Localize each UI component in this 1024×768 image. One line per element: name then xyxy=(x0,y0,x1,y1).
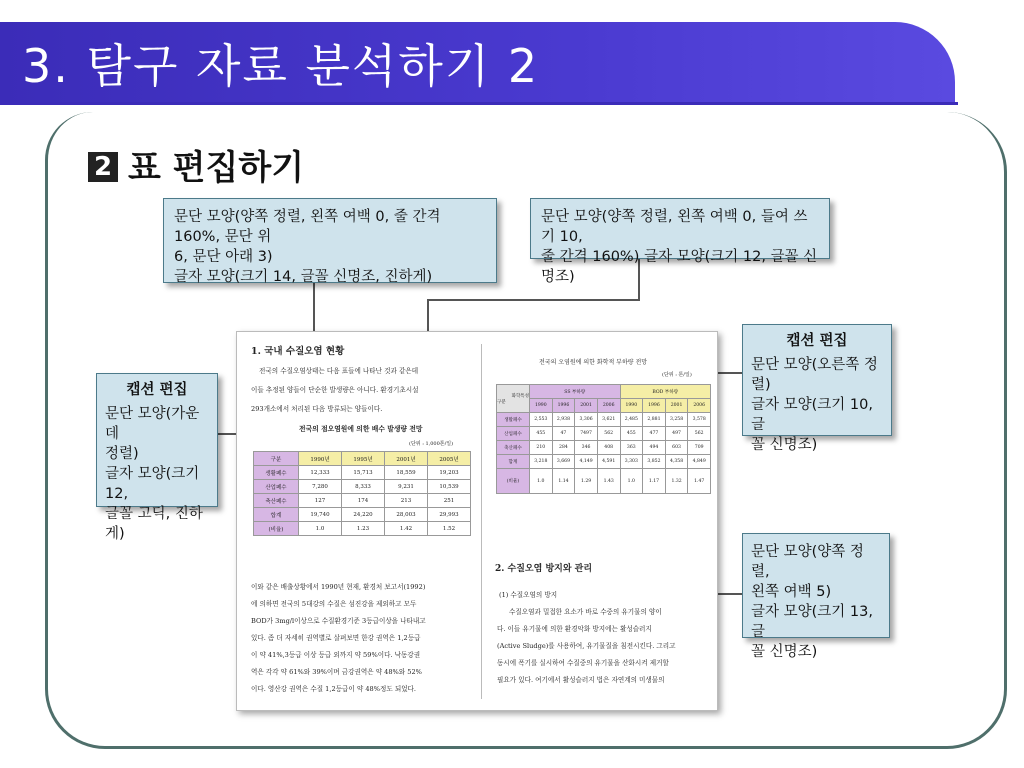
doc-text-line: 필요가 있다. 여기에서 활성슬러지 법은 자연계의 미생물의 xyxy=(497,676,665,684)
doc-unit-2: (단위 : 톤/일) xyxy=(662,372,692,378)
table-cell: 4,849 xyxy=(688,455,711,469)
table-cell: 1.32 xyxy=(665,469,688,494)
callout-line: 글자 모양(크기 10, 글 xyxy=(751,397,873,433)
table-cell: 1.0 xyxy=(299,522,342,536)
callout-line: 문단 모양(가운데 xyxy=(105,406,200,442)
table-cell: 3,852 xyxy=(643,455,666,469)
table-cell: 1.0 xyxy=(620,469,643,494)
table-header-cell: 1995년 xyxy=(342,452,385,466)
table-cell: 합계 xyxy=(497,455,530,469)
table-cell: 562 xyxy=(688,427,711,441)
slide-title: 3. 탐구 자료 분석하기 2 xyxy=(22,39,540,93)
table-cell: 산업폐수 xyxy=(497,427,530,441)
table-cell: 477 xyxy=(643,427,666,441)
doc-text-line: 동시에 폭기를 실시하여 수질중의 유기물을 산화시켜 제거할 xyxy=(497,659,669,667)
table-header-cell: 2006 xyxy=(597,399,620,413)
table-cell: 28,003 xyxy=(385,508,428,522)
table-cell: 709 xyxy=(688,441,711,455)
table-header-cell: 2001 xyxy=(665,399,688,413)
table-cell: 축산폐수 xyxy=(497,441,530,455)
doc-caption-2: 전국의 오염원에 의한 화학적 부하량 전망 xyxy=(539,359,648,366)
callout-body-format xyxy=(530,198,830,285)
table-cell: 3,578 xyxy=(688,413,711,427)
doc-unit-1: (단위 : 1,000톤/일) xyxy=(409,441,454,447)
table-cell: 408 xyxy=(597,441,620,455)
table-cell: 산업폐수 xyxy=(254,480,299,494)
callout-line: 글자 모양(크기 14, 글꼴 신명조, 진하게) xyxy=(174,269,433,285)
callout-line: 글꼴 고딕, 진하게) xyxy=(105,506,203,542)
doc-text-line: (Active Sludge)를 사용하여, 유기물질을 침전시킨다. 그리고 xyxy=(497,642,676,650)
doc-text-line: 이와 같은 배출상황에서 1990년 현재, 환경처 보고서(1992) xyxy=(251,583,426,591)
table-cell: 346 xyxy=(575,441,598,455)
callout-paragraph-format xyxy=(742,533,890,660)
doc-text-line: 이다. 영산강 권역은 수질 1,2등급이 약 48%정도 되었다. xyxy=(251,685,417,693)
section-title-text: 표 편집하기 xyxy=(128,148,305,188)
table-cell: 497 xyxy=(665,427,688,441)
table-cell: 3,621 xyxy=(597,413,620,427)
table-corner-cell xyxy=(497,385,530,413)
table-cell: 합계 xyxy=(254,508,299,522)
table-header-cell: 1990 xyxy=(620,399,643,413)
doc-table-1 xyxy=(253,451,471,536)
doc-text-line: 다. 이들 유기물에 의한 환경악화 방지에는 활성슬러지 xyxy=(497,625,652,633)
table-cell: 4,149 xyxy=(575,455,598,469)
table-cell: 562 xyxy=(597,427,620,441)
table-cell: 2,553 xyxy=(530,413,553,427)
doc-text-line: 수질오염과 밀접한 요소가 바로 수중의 유기물의 양이 xyxy=(509,608,662,616)
title-underline xyxy=(0,102,958,105)
table-cell: 29,993 xyxy=(428,508,471,522)
callout-line: 정렬) xyxy=(105,446,139,462)
table-row xyxy=(254,508,471,522)
table-cell: 3,669 xyxy=(552,455,575,469)
table-cell: 7,280 xyxy=(299,480,342,494)
table-group-header: BOD 부하량 xyxy=(620,385,711,399)
table-cell: 251 xyxy=(428,494,471,508)
callout-line: 꼴 신명조) xyxy=(751,437,818,453)
table-cell: 3,306 xyxy=(575,413,598,427)
table-cell: 12,333 xyxy=(299,466,342,480)
table-header-cell: 1996 xyxy=(552,399,575,413)
table-row xyxy=(254,522,471,536)
callout-line: 문단 모양(오른쪽 정렬) xyxy=(751,357,878,393)
callout-line: 줄 간격 160%) 글자 모양(크기 12, 글꼴 신명조) xyxy=(541,249,818,285)
table-cell: 18,559 xyxy=(385,466,428,480)
callout-caption-left xyxy=(96,373,218,542)
table-row xyxy=(497,469,711,494)
doc-text-line: 전국의 수질오염상태는 다음 표들에 나타난 것과 같은데 xyxy=(259,367,419,375)
doc-text-line: 293개소에서 처리된 다음 방류되는 양들이다. xyxy=(251,405,383,413)
table-cell: 3,258 xyxy=(665,413,688,427)
callout-line: 문단 모양(양쪽 정렬, 왼쪽 여백 0, 줄 간격 160%, 문단 위 xyxy=(174,209,441,245)
table-cell: 생활폐수 xyxy=(254,466,299,480)
callout-line: 왼쪽 여백 5) xyxy=(751,584,832,600)
table-cell: 363 xyxy=(620,441,643,455)
table-header-cell: 2001 xyxy=(575,399,598,413)
table-cell: 8,333 xyxy=(342,480,385,494)
callout-heading-format xyxy=(163,198,497,283)
table-row xyxy=(497,441,711,455)
table-row xyxy=(254,494,471,508)
table-header-cell: 1990 xyxy=(530,399,553,413)
table-cell: 494 xyxy=(643,441,666,455)
table-cell: (비율) xyxy=(254,522,299,536)
table-header-cell: 2006 xyxy=(688,399,711,413)
doc-text-line: 이 약 41%,3등급 이상 등급 외까지 약 59%이다. 낙동강권 xyxy=(251,651,421,659)
table-cell: 174 xyxy=(342,494,385,508)
table-cell: 455 xyxy=(530,427,553,441)
table-cell: 4,358 xyxy=(665,455,688,469)
table-header-cell: 구분 xyxy=(254,452,299,466)
callout-line: 글자 모양(크기 13, 글 xyxy=(751,604,873,640)
table-cell: 2,881 xyxy=(643,413,666,427)
table-group-header: SS 부하량 xyxy=(530,385,621,399)
doc-text-line: BOD가 3mg/l이상으로 수질환경기준 3등급이상을 나타내고 xyxy=(251,617,426,625)
table-cell: 축산폐수 xyxy=(254,494,299,508)
table-header-cell: 2005년 xyxy=(428,452,471,466)
table-header-cell: 1996 xyxy=(643,399,666,413)
table-corner-bottom: 구분 xyxy=(497,399,506,405)
doc-caption-1: 전국의 점오염원에 의한 배수 발생량 전망 xyxy=(299,425,423,433)
table-cell: 7497 xyxy=(575,427,598,441)
table-cell: 3,218 xyxy=(530,455,553,469)
table-corner-top: 화학특성 xyxy=(511,393,529,399)
doc-text-line: 이들 추정된 양들이 단순한 발생량은 아니다. 환경기초시설 xyxy=(251,386,419,394)
callout-line: 문단 모양(양쪽 정렬, xyxy=(751,544,864,580)
table-cell: 1.23 xyxy=(342,522,385,536)
table-cell: 19,203 xyxy=(428,466,471,480)
table-cell: 127 xyxy=(299,494,342,508)
callout-line: 글자 모양(크기 12, xyxy=(105,466,200,502)
table-row xyxy=(497,455,711,469)
table-cell: 455 xyxy=(620,427,643,441)
table-cell: 19,740 xyxy=(299,508,342,522)
doc-text-line: 역은 각각 약 61%와 39%이며 금강권역은 약 48%와 52% xyxy=(251,668,422,676)
table-cell: (비율) xyxy=(497,469,530,494)
table-cell: 210 xyxy=(530,441,553,455)
table-cell: 생활폐수 xyxy=(497,413,530,427)
table-cell: 9,231 xyxy=(385,480,428,494)
table-cell: 2,485 xyxy=(620,413,643,427)
table-row xyxy=(497,427,711,441)
table-cell: 10,539 xyxy=(428,480,471,494)
column-divider xyxy=(481,344,482,699)
section-number-badge: 2 xyxy=(88,152,118,182)
table-cell: 3,303 xyxy=(620,455,643,469)
callout-line: 6, 문단 아래 3) xyxy=(174,249,273,265)
doc-heading-2: 2. 수질오염 방지와 관리 xyxy=(495,564,593,574)
table-cell: 1.14 xyxy=(552,469,575,494)
table-cell: 24,220 xyxy=(342,508,385,522)
callout-line: 문단 모양(양쪽 정렬, 왼쪽 여백 0, 들여 쓰기 10, xyxy=(541,209,808,245)
callout-caption-right xyxy=(742,324,892,453)
callout-heading: 캡션 편집 xyxy=(126,382,188,398)
table-cell: 1.0 xyxy=(530,469,553,494)
table-cell: 1.17 xyxy=(643,469,666,494)
section-title xyxy=(88,140,304,189)
table-cell: 213 xyxy=(385,494,428,508)
table-cell: 15,713 xyxy=(342,466,385,480)
table-header-cell: 2001년 xyxy=(385,452,428,466)
table-cell: 1.42 xyxy=(385,522,428,536)
doc-table-2 xyxy=(496,384,711,494)
doc-text-line: 있다. 좀 더 자세히 권역별로 살펴보면 한강 권역은 1,2등급 xyxy=(251,634,421,642)
table-cell: 47 xyxy=(552,427,575,441)
table-cell: 603 xyxy=(665,441,688,455)
doc-text-line: 에 의하면 전국의 5대강의 수질은 섬진강을 제외하고 모두 xyxy=(251,600,417,608)
table-cell: 1.43 xyxy=(597,469,620,494)
table-cell: 4,591 xyxy=(597,455,620,469)
doc-heading-1: 1. 국내 수질오염 현황 xyxy=(251,346,345,357)
table-row xyxy=(254,480,471,494)
connector-line-2b xyxy=(427,299,640,301)
table-cell: 2,938 xyxy=(552,413,575,427)
table-row xyxy=(254,466,471,480)
callout-line: 꼴 신명조) xyxy=(751,644,818,660)
table-cell: 1.29 xyxy=(575,469,598,494)
callout-heading: 캡션 편집 xyxy=(786,333,848,349)
doc-subheading: (1) 수질오염의 방지 xyxy=(499,591,558,599)
table-cell: 1.47 xyxy=(688,469,711,494)
document-page xyxy=(236,331,718,711)
table-row xyxy=(497,413,711,427)
table-cell: 1.52 xyxy=(428,522,471,536)
table-cell: 284 xyxy=(552,441,575,455)
table-header-cell: 1990년 xyxy=(299,452,342,466)
